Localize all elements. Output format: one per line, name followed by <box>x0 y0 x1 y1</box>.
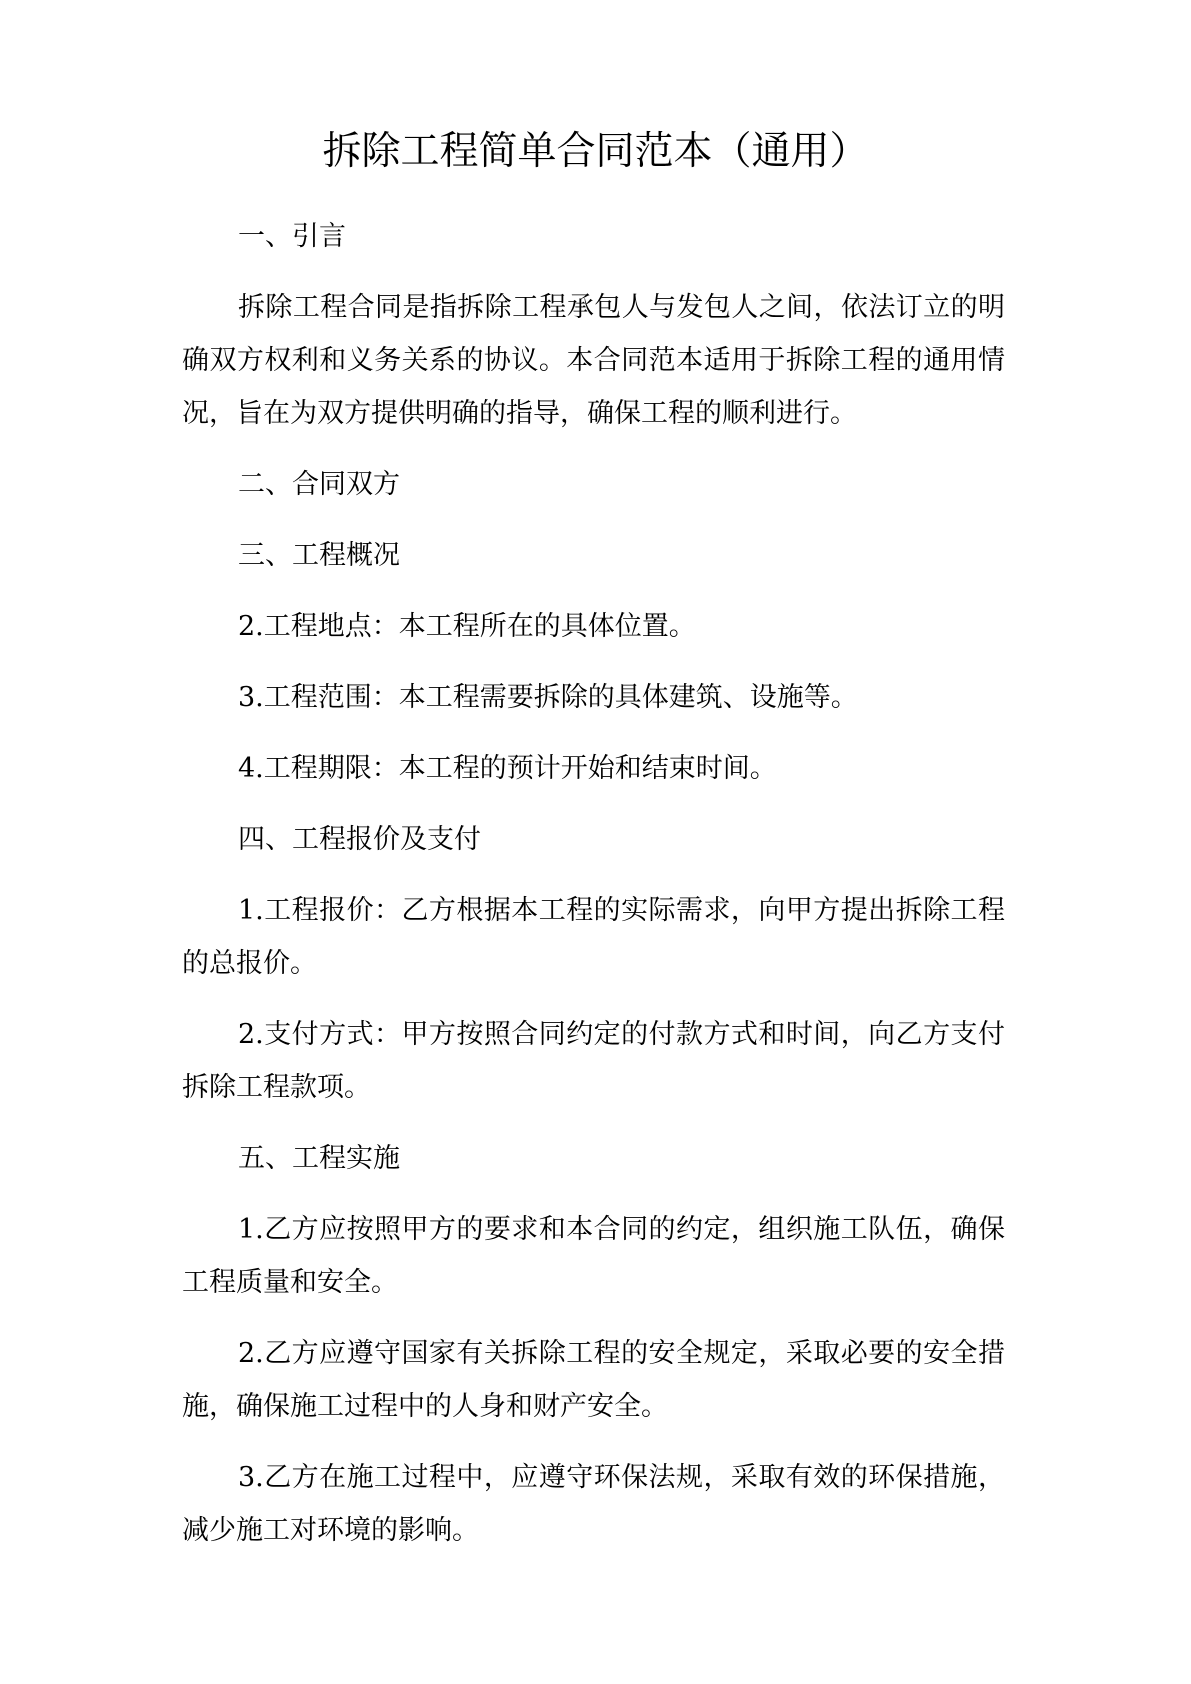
section-heading-introduction: 一、引言 <box>238 221 346 252</box>
paragraph-payment: 2.支付方式：甲方按照合同约定的付款方式和时间，向乙方支付拆除工程款项。 <box>182 1019 1005 1103</box>
document-title: 拆除工程简单合同范本（通用） <box>322 129 869 174</box>
paragraph-duration: 4.工程期限：本工程的预计开始和结束时间。 <box>238 753 777 784</box>
paragraph-implementation-1: 1.乙方应按照甲方的要求和本合同的约定，组织施工队伍，确保工程质量和安全。 <box>182 1214 1005 1298</box>
paragraph-introduction: 拆除工程合同是指拆除工程承包人与发包人之间，依法订立的明确双方权利和义务关系的协议。本合同范本适用于拆除工程的通用情况，旨在为双方提供明确的指导，确保工程的顺利进行。 <box>182 292 1005 429</box>
paragraph-scope: 3.工程范围：本工程需要拆除的具体建筑、设施等。 <box>238 682 858 713</box>
section-heading-overview: 三、工程概况 <box>238 540 400 571</box>
paragraph-implementation-2: 2.乙方应遵守国家有关拆除工程的安全规定，采取必要的安全措施，确保施工过程中的人身和财产安全。 <box>182 1338 1005 1422</box>
section-heading-parties: 二、合同双方 <box>238 469 400 500</box>
paragraph-implementation-3: 3.乙方在施工过程中，应遵守环保法规，采取有效的环保措施，减少施工对环境的影响。 <box>182 1462 1005 1546</box>
paragraph-quotation: 1.工程报价：乙方根据本工程的实际需求，向甲方提出拆除工程的总报价。 <box>182 895 1005 979</box>
paragraph-location: 2.工程地点：本工程所在的具体位置。 <box>238 611 696 642</box>
document-body <box>182 210 1005 1557</box>
section-heading-pricing: 四、工程报价及支付 <box>238 824 481 855</box>
section-heading-implementation: 五、工程实施 <box>238 1143 400 1174</box>
